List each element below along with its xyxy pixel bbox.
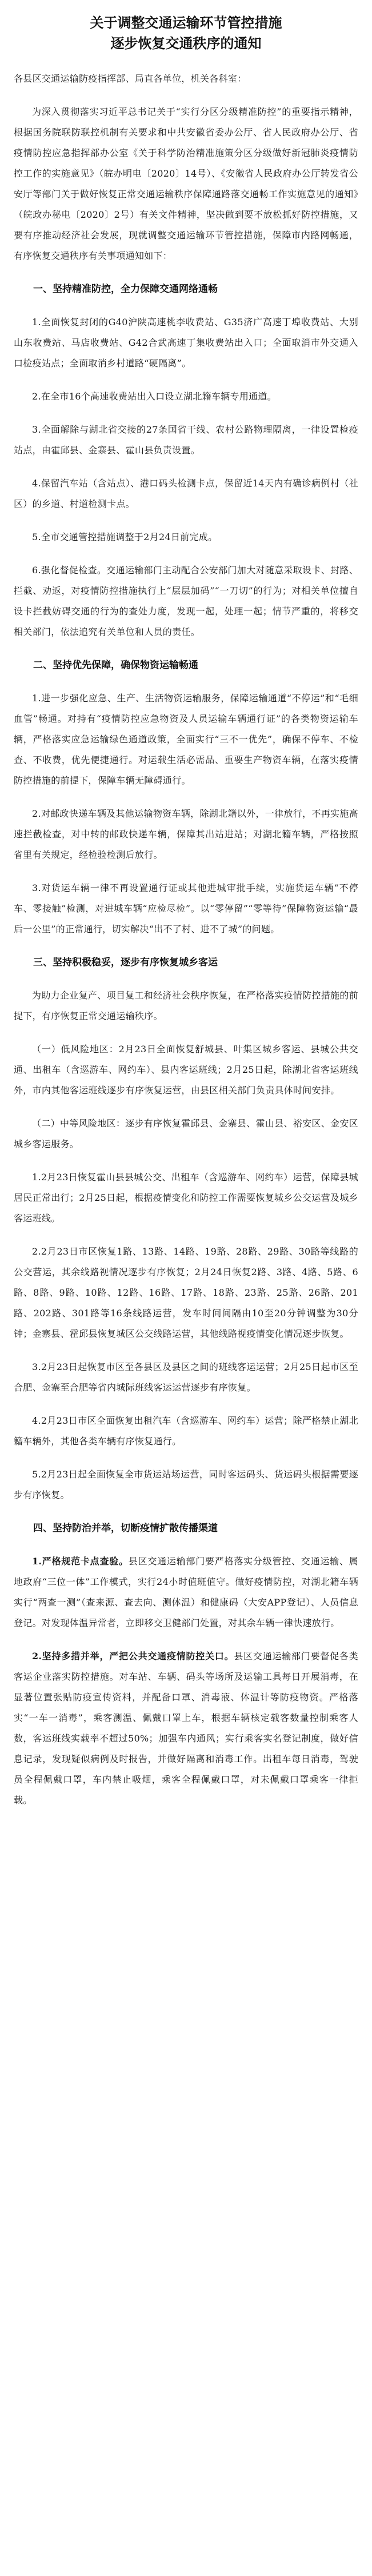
- section-3-heading: 三、坚持积极稳妥，逐步有序恢复城乡客运: [33, 957, 218, 968]
- notice-title-line-1: 关于调整交通运输环节管控措施: [90, 15, 282, 31]
- section-1-item-2: 2.在全市16个高速收费站出入口设立湖北籍车辆专用通道。: [32, 391, 277, 402]
- section-1-item-1: 1.全面恢复封闭的G40沪陕高速桃李收费站、G35济广高速丁埠收费站、大别山东收费站、马店收费站、G42合武高速丁集收费站出入口；全面取消市外交通入口检疫站点；全面取消乡村道路“硬隔离”。: [14, 317, 358, 369]
- section-3-intro: 为助力企业复产、项目复工和经济社会秩序恢复，在严格落实疫情防控措施的前提下，有序恢复正常交通运输秩序。: [14, 990, 358, 1021]
- section-3-item-4: 4.2月23日市区全面恢复出租汽车（含巡游车、网约车）运营；除严格禁止湖北籍车辆外，其他各类车辆有序恢复通行。: [14, 1415, 358, 1447]
- section-1-item-5: 5.全市交通管控措施调整于2月24日前完成。: [32, 532, 218, 542]
- section-4-item-1-lead: 1.严格规范卡点查验。: [32, 1556, 129, 1567]
- section-4-item-2-lead: 2.坚持多措并举，严把公共交通疫情防控关口。: [32, 1651, 234, 1662]
- notice-title-line-2: 逐步恢复交通秩序的通知: [110, 35, 262, 51]
- section-1-item-6: 6.强化督促检查。交通运输部门主动配合公安部门加大对随意采取设卡、封路、拦截、劝返，对疫情防控措施执行上“层层加码”“一刀切”的行为；对相关单位擅自设卡拦截妨碍交通的行为的查处力度，发现一起，处理一起；情节严重的，将移交相关部门，依法追究有关单位和人员的责任。: [14, 565, 358, 637]
- section-3-low-risk: （一）低风险地区：2月23日全面恢复舒城县、叶集区城乡客运、县城公共交通、出租车（含巡游车、网约车）、县内客运班线；2月25日起，除湖北省客运班线外，市内其他客运班线逐步有序恢复运营，由县区相关部门负责具体时间安排。: [14, 1044, 358, 1096]
- section-4-item-2: [14, 1646, 358, 1811]
- section-4-item-1-text: 县区交通运输部门要严格落实分级管控、交通运输、属地政府“三位一体”工作模式，实行24小时值班值守。做好疫情防控，对湖北籍车辆实行“两查一测”（查来源、查去向、测体温）和健康码（大安APP登记）、人员信息登记。对发现体温异常者，立即移交卫健部门处置，对其余车辆一律快速放行。: [14, 1556, 358, 1628]
- section-3-medium-risk: （二）中等风险地区：逐步有序恢复霍邱县、金寨县、霍山县、裕安区、金安区城乡客运服务。: [14, 1118, 358, 1149]
- section-4-heading: 四、坚持防治并举，切断疫情扩散传播渠道: [33, 1523, 218, 1534]
- section-4-item-1: [14, 1551, 358, 1634]
- section-4-item-2-text: 县区交通运输部门要督促各类客运企业落实防控措施。对车站、车辆、码头等场所及运输工具每日开展消毒，在显著位置张贴防疫宣传资料，并配备口罩、消毒液、体温计等防疫物资。严格落实“一车一消毒”，乘客测温、佩戴口罩上车，根据车辆核定载客数量控制乘客人数，客运班线实载率不超过50%；加强车内通风；实行乘客实名登记制度，做好信息记录，发现疑似病例及时报告，并做好隔离和消毒工作。出租车每日消毒，驾驶员全程佩戴口罩，车内禁止吸烟，乘客全程佩戴口罩，对未佩戴口罩乘客一律拒载。: [14, 1651, 358, 1806]
- section-3-item-5: 5.2月23日起全面恢复全市货运站场运营，同时客运码头、货运码头根据需要逐步有序恢复。: [14, 1469, 358, 1500]
- section-1-item-3: 3.全面解除与湖北省交接的27条国省干线、农村公路物理隔离，一律设置检疫站点，由霍邱县、金寨县、霍山县负责设置。: [14, 424, 358, 456]
- section-3-item-2: 2.2月23日市区恢复1路、13路、14路、19路、28路、29路、30路等线路的公交营运，其余线路视情况逐步有序恢复；2月24日恢复2路、3路、4路、5路、6路、8路、9路、10路、12路、16路、17路、18路、23路、25路、26路、201路、202路、301路等16条线路运营，发车时间间隔由10至20分钟调整为30分钟；金寨县、霍邱县恢复城区公交线路运营，其他线路视疫情变化情况逐步恢复。: [14, 1246, 358, 1339]
- section-2-heading: 二、坚持优先保障，确保物资运输畅通: [33, 660, 198, 671]
- section-1-heading: 一、坚持精准防控，全力保障交通网络通畅: [33, 283, 218, 295]
- section-2-item-1: 1.进一步强化应急、生产、生活物资运输服务，保障运输通道“不停运”和“毛细血管”畅通。对持有“疫情防控应急物资及人员运输车辆通行证”的各类物资运输车辆，严格落实应急运输绿色通道政策，全面实行“三不一优先”，确保不停车、不检查、不收费，优先便捷通行。对运载生活必需品、重要生产物资车辆，在落实疫情防控措施的前提下，保障车辆无障碍通行。: [14, 693, 358, 786]
- section-3-item-1: 1.2月23日恢复霍山县县城公交、出租车（含巡游车、网约车）运营，保障县城居民正常出行；2月25日起，根据疫情变化和防控工作需要恢复城乡公交运营及城乡客运班线。: [14, 1172, 358, 1224]
- addressee-line: 各县区交通运输防疫指挥部、局直各单位，机关各科室：: [14, 73, 247, 84]
- section-2-item-2: 2.对邮政快递车辆及其他运输物资车辆，除湖北籍以外，一律放行，不再实施高速拦截检查，对中转的邮政快递车辆，保障其出站进站；对湖北籍车辆，严格按照省里有关规定，经检验检测后放行。: [14, 808, 358, 860]
- intro-paragraph: 为深入贯彻落实习近平总书记关于“实行分区分级精准防控”的重要指示精神，根据国务院联防联控机制有关要求和中共安徽省委办公厅、省人民政府办公厅、省疫情防控应急指挥部办公室《关于科学防治精准施策分区分级做好新冠肺炎疫情防控工作的实施意见》（皖办明电〔2020〕14号）、《安徽省人民政府办公厅转发省公安厅等部门关于做好恢复正常交通运输秩序保障通路落交通畅工作实施意见的通知》（皖政办秘电〔2020〕2号）有关文件精神，坚决做到要不放松抓好防控措施，又要有序推动经济社会发展，现就调整交通运输环节管控措施，保障市内路网畅通，有序恢复交通秩序有关事项通知如下：: [14, 106, 358, 261]
- section-2-item-3: 3.对货运车辆一律不再设置通行证或其他进城审批手续，实施货运车辆“不停车、零接触”检测，对进城车辆“应检尽检”。以“零停留”“零等待”保障物资运输“最后一公里”的正常通行，切实解决“出不了村、进不了城”的问题。: [14, 882, 358, 934]
- section-1-item-4: 4.保留汽车站（含站点）、港口码头检测卡点，保留近14天内有确诊病例村（社区）的乡道、村道检测卡点。: [14, 478, 358, 509]
- section-3-item-3: 3.2月23日起恢复市区至各县区及县区之间的班线客运运营；2月25日起市区至合肥、金寨至合肥等省内城际班线客运运营逐步有序恢复。: [14, 1361, 358, 1393]
